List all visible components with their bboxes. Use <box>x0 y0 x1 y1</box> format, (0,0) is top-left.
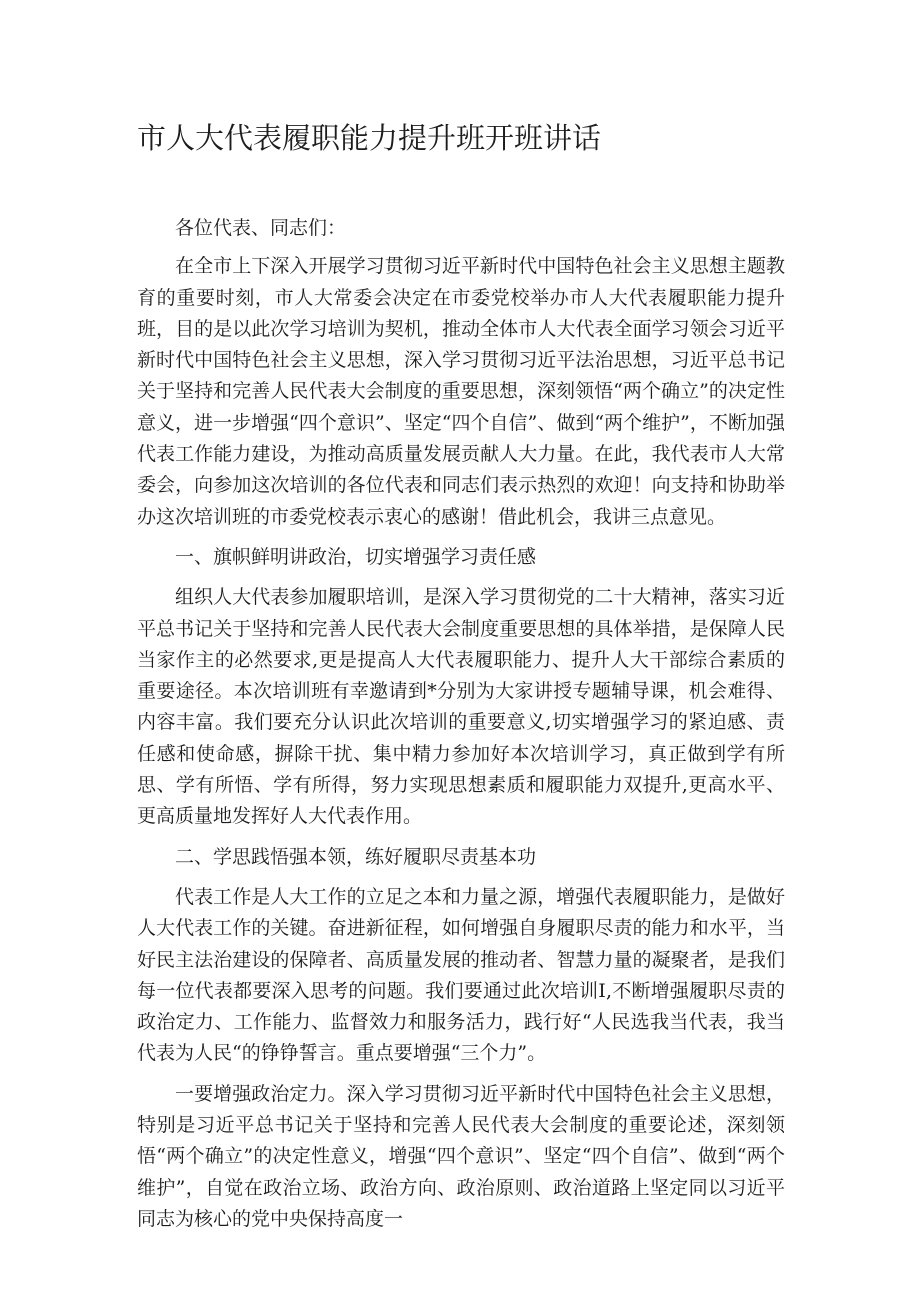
paragraph-intro: 在全市上下深入开展学习贯彻习近平新时代中国特色社会主义思想主题教育的重要时刻，市人大常委会决定在市委党校举办市人大代表履职能力提升班，目的是以此次学习培训为契机，推动全体市人大代表全面学习领会习近平新时代中国特色社会主义思想，深入学习贯彻习近平法治思想，习近平总书记关于坚持和完善人民代表大会制度的重要思想，深刻领悟“两个确立”的决定性意义，进一步增强“四个意识”、坚定“四个自信”、做到“两个维护”，不断加强代表工作能力建设，为推动高质量发展贡献人大力量。在此，我代表市人大常委会，向参加这次培训的各位代表和同志们表示热烈的欢迎！向支持和协助举办这次培训班的市委党校表示衷心的感谢！借此机会，我讲三点意见。 <box>137 255 785 528</box>
document-body <box>137 213 785 1235</box>
paragraph-point-1: 一要增强政治定力。深入学习贯彻习近平新时代中国特色社会主义思想，特别是习近平总书记关于坚持和完善人民代表大会制度的重要论述，深刻领悟“两个确立”的决定性意义，增强“四个意识”、坚定“四个自信”、做到“两个维护”，自觉在政治立场、政治方向、政治原则、政治道路上坚定同以习近平同志为核心的党中央保持高度一 <box>137 1082 785 1230</box>
section-heading-2: 二、学思践悟强本领，练好履职尽责基本功 <box>175 845 537 868</box>
paragraph-section-2: 代表工作是人大工作的立足之本和力量之源，增强代表履职能力，是做好人大代表工作的关键。奋进新征程，如何增强自身履职尽责的能力和水平，当好民主法治建设的保障者、高质量发展的推动者、智慧力量的凝聚者，是我们每一位代表都要深入思考的问题。我们要通过此次培训Ⅰ,不断增强履职尽责的政治定力、工作能力、监督效力和服务活力，践行好“人民选我当代表，我当代表为人民“的铮铮誓言。重点要增强“三个力”。 <box>137 885 785 1065</box>
paragraph-section-1: 组织人大代表参加履职培训，是深入学习贯彻党的二十大精神，落实习近平总书记关于坚持和完善人民代表大会制度重要思想的具体举措，是保障人民当家作主的必然要求,更是提高人大代表履职能力、提升人大干部综合素质的重要途径。本次培训班有幸邀请到*分别为大家讲授专题辅导课，机会难得、内容丰富。我们要充分认识此次培训的重要意义,切实增强学习的紧迫感、责任感和使命感，摒除干扰、集中精力参加好本次培训学习，真正做到学有所思、学有所悟、学有所得，努力实现思想素质和履职能力双提升,更高水平、更高质量地发挥好人大代表作用。 <box>137 586 785 828</box>
document-title: 市人大代表履职能力提升班开班讲话 <box>137 121 602 155</box>
salutation: 各位代表、同志们： <box>175 217 347 239</box>
section-heading-1: 一、旗帜鲜明讲政治，切实增强学习责任感 <box>175 545 537 568</box>
